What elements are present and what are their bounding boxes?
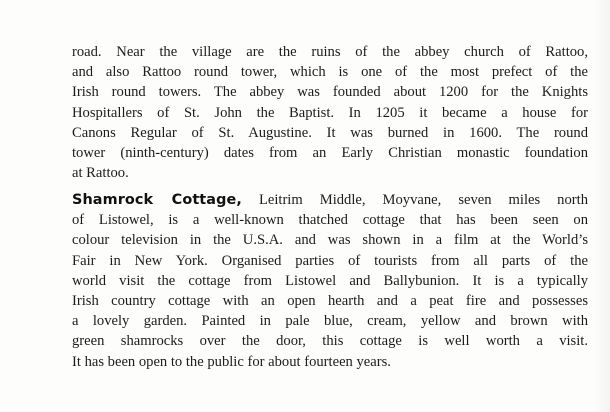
text-line: Canons Regular of St. Augustine. It was burned in 1600. The round	[72, 124, 588, 141]
text-line: Hospitallers of St. John the Baptist. In 1205 it became a house for	[72, 104, 588, 121]
page-edge-shadow	[594, 0, 610, 412]
text-line: at Rattoo.	[72, 165, 129, 182]
text-line: a lovely garden. Painted in pale blue, cream, yellow and brown with	[72, 313, 588, 330]
text-line: of Listowel, is a well-known thatched cottage that has been seen on	[72, 212, 588, 229]
entry-heading: Shamrock Cottage,	[72, 192, 242, 208]
text-line: and also Rattoo round tower, which is one of the most prefect of the	[72, 64, 588, 81]
text-line: It has been open to the public for about fourteen years.	[72, 353, 391, 370]
entry-heading-rest: Leitrim Middle, Moyvane, seven miles north	[258, 192, 588, 208]
text-line: world visit the cottage from Listowel and Ballybunion. It is a typically	[72, 272, 588, 289]
text-line: road. Near the village are the ruins of the abbey church of Rattoo,	[72, 44, 588, 60]
text-line: colour television in the U.S.A. and was shown in a film at the World’s	[72, 232, 588, 249]
text-line: green shamrocks over the door, this cottage is well worth a visit.	[72, 333, 588, 350]
paragraph-shamrock-cottage	[72, 190, 588, 372]
text-line: Irish round towers. The abbey was founded about 1200 for the Knights	[72, 84, 588, 101]
text-line: Irish country cottage with an open hearth and a peat fire and possesses	[72, 292, 588, 309]
text-line: Fair in New York. Organised parties of tourists from all parts of the	[72, 252, 588, 269]
text-line	[72, 190, 588, 210]
text-line: tower (ninth-century) dates from an Early Christian monastic foundation	[72, 144, 588, 161]
paragraph-rattoo	[72, 42, 588, 183]
